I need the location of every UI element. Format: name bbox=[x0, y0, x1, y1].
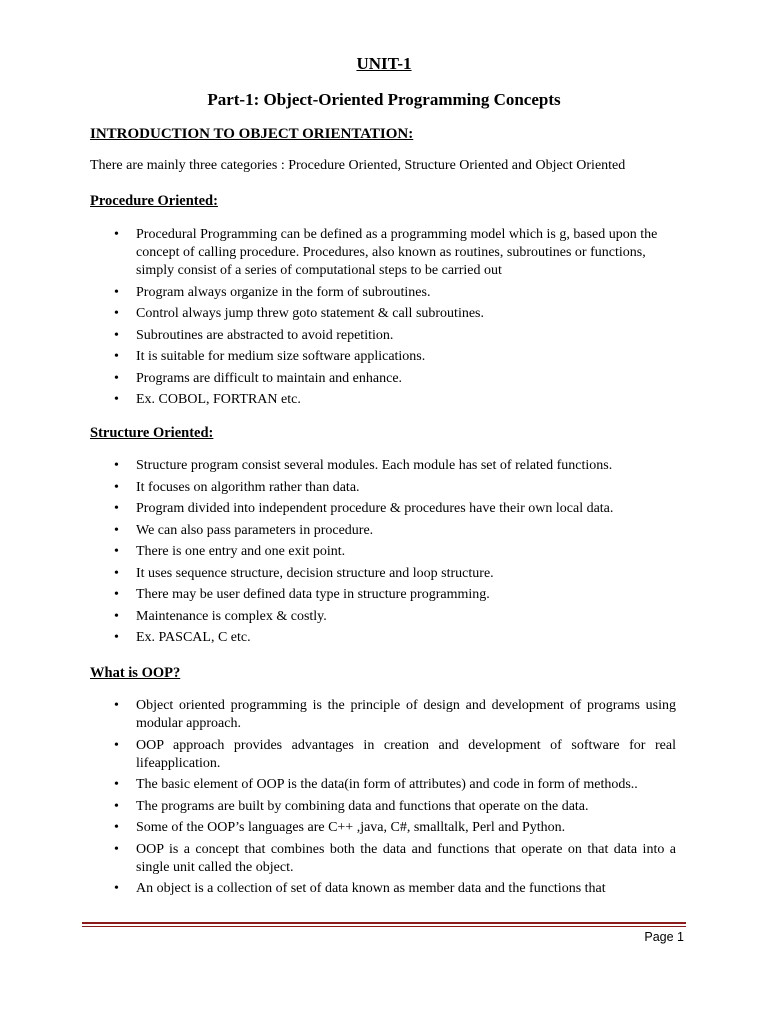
list-item: • Program divided into independent procedure & procedures have their own local data. bbox=[90, 500, 676, 518]
list-item: • It is suitable for medium size software applications. bbox=[90, 348, 676, 366]
footer-divider bbox=[82, 922, 686, 924]
list-item: • An object is a collection of set of data known as member data and the functions that bbox=[90, 880, 676, 898]
list-item: • Subroutines are abstracted to avoid repetition. bbox=[90, 327, 676, 345]
intro-heading: INTRODUCTION TO OBJECT ORIENTATION: bbox=[90, 126, 414, 142]
list-item: • The programs are built by combining data and functions that operate on the data. bbox=[90, 798, 676, 816]
intro-text: There are mainly three categories : Procedure Oriented, Structure Oriented and Object Oriented bbox=[90, 158, 626, 173]
procedure-oriented-heading: Procedure Oriented: bbox=[90, 193, 218, 209]
list-item: • Object oriented programming is the principle of design and development of programs using modular approach. bbox=[90, 697, 676, 733]
part-title: Part-1: Object-Oriented Programming Concepts bbox=[207, 90, 561, 109]
structure-oriented-heading: Structure Oriented: bbox=[90, 425, 214, 441]
list-item: • Program always organize in the form of subroutines. bbox=[90, 284, 676, 302]
what-is-oop-heading: What is OOP? bbox=[90, 665, 181, 681]
page-number: Page 1 bbox=[644, 930, 684, 944]
unit-title: UNIT-1 bbox=[356, 54, 412, 73]
list-item: • OOP is a concept that combines both the data and functions that operate on that data into a single unit called the object. bbox=[90, 841, 676, 877]
list-item: • There is one entry and one exit point. bbox=[90, 543, 676, 561]
list-item: • Structure program consist several modules. Each module has set of related functions. bbox=[90, 457, 676, 475]
procedure-oriented-list bbox=[90, 226, 676, 413]
footer-divider-thin bbox=[82, 926, 686, 927]
list-item: • Programs are difficult to maintain and enhance. bbox=[90, 370, 676, 388]
structure-oriented-list bbox=[90, 457, 676, 651]
list-item: • There may be user defined data type in structure programming. bbox=[90, 586, 676, 604]
list-item: • It focuses on algorithm rather than data. bbox=[90, 479, 676, 497]
list-item: • Maintenance is complex & costly. bbox=[90, 608, 676, 626]
list-item: • It uses sequence structure, decision structure and loop structure. bbox=[90, 565, 676, 583]
list-item: • Ex. COBOL, FORTRAN etc. bbox=[90, 391, 676, 409]
list-item: • OOP approach provides advantages in creation and development of software for real lifeapplication. bbox=[90, 737, 676, 773]
list-item: • Some of the OOP’s languages are C++ ,java, C#, smalltalk, Perl and Python. bbox=[90, 819, 676, 837]
list-item: • Ex. PASCAL, C etc. bbox=[90, 629, 676, 647]
list-item: • Control always jump threw goto statement & call subroutines. bbox=[90, 305, 676, 323]
list-item: • Procedural Programming can be defined as a programming model which is g, based upon the concept of calling procedure. Procedures, also known as routines, subroutines or functions, simply consist of a series of computational steps to be carried out bbox=[90, 226, 676, 280]
what-is-oop-list bbox=[90, 697, 676, 902]
list-item: • We can also pass parameters in procedure. bbox=[90, 522, 676, 540]
list-item: • The basic element of OOP is the data(in form of attributes) and code in form of methods.. bbox=[90, 776, 676, 794]
